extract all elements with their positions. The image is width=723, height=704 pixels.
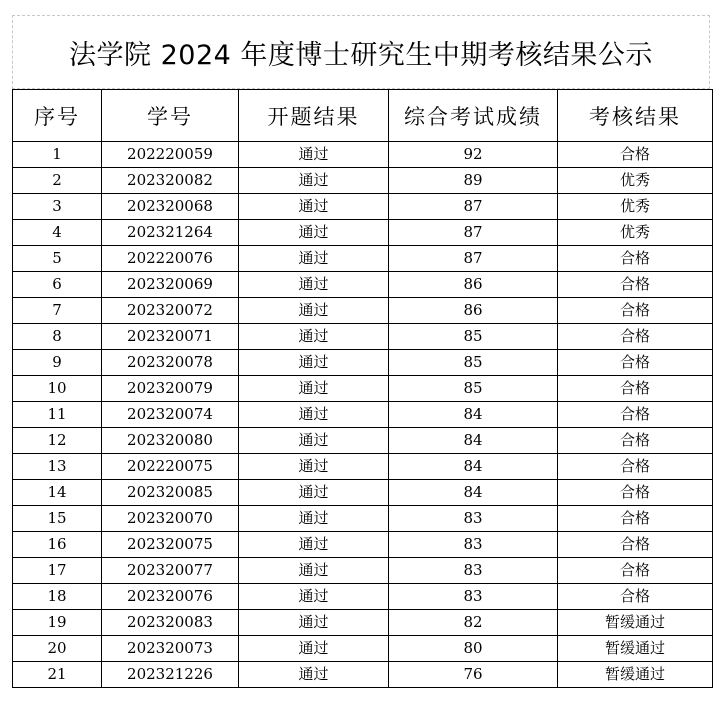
cell-student-id: 202320076 [102, 584, 239, 610]
cell-exam-score: 92 [389, 142, 558, 168]
cell-student-id: 202320071 [102, 324, 239, 350]
cell-proposal-result: 通过 [239, 324, 389, 350]
cell-exam-score: 83 [389, 532, 558, 558]
cell-serial-number: 20 [13, 636, 102, 662]
cell-student-id: 202320074 [102, 402, 239, 428]
cell-proposal-result: 通过 [239, 558, 389, 584]
table-row [13, 402, 713, 428]
cell-student-id: 202320085 [102, 480, 239, 506]
cell-exam-score: 83 [389, 584, 558, 610]
cell-exam-score: 83 [389, 506, 558, 532]
cell-exam-score: 87 [389, 246, 558, 272]
cell-assessment-result: 合格 [558, 324, 713, 350]
cell-proposal-result: 通过 [239, 272, 389, 298]
cell-assessment-result: 合格 [558, 402, 713, 428]
cell-assessment-result: 合格 [558, 246, 713, 272]
cell-proposal-result: 通过 [239, 636, 389, 662]
cell-assessment-result: 优秀 [558, 168, 713, 194]
cell-student-id: 202320082 [102, 168, 239, 194]
cell-proposal-result: 通过 [239, 532, 389, 558]
cell-proposal-result: 通过 [239, 402, 389, 428]
cell-proposal-result: 通过 [239, 194, 389, 220]
cell-student-id: 202320073 [102, 636, 239, 662]
cell-proposal-result: 通过 [239, 142, 389, 168]
cell-student-id: 202320080 [102, 428, 239, 454]
cell-proposal-result: 通过 [239, 454, 389, 480]
cell-serial-number: 4 [13, 220, 102, 246]
cell-student-id: 202220075 [102, 454, 239, 480]
cell-proposal-result: 通过 [239, 428, 389, 454]
table-row [13, 142, 713, 168]
header-assessment-result: 考核结果 [558, 90, 713, 142]
table-row [13, 376, 713, 402]
table-row [13, 324, 713, 350]
cell-proposal-result: 通过 [239, 480, 389, 506]
cell-assessment-result: 合格 [558, 428, 713, 454]
table-row [13, 610, 713, 636]
cell-student-id: 202320072 [102, 298, 239, 324]
cell-exam-score: 80 [389, 636, 558, 662]
table-row [13, 350, 713, 376]
cell-assessment-result: 合格 [558, 558, 713, 584]
cell-student-id: 202320083 [102, 610, 239, 636]
table-row [13, 662, 713, 688]
cell-proposal-result: 通过 [239, 584, 389, 610]
cell-assessment-result: 合格 [558, 532, 713, 558]
cell-student-id: 202321264 [102, 220, 239, 246]
table-row [13, 636, 713, 662]
cell-proposal-result: 通过 [239, 662, 389, 688]
table-row [13, 454, 713, 480]
cell-serial-number: 7 [13, 298, 102, 324]
title-box [12, 15, 710, 89]
cell-serial-number: 14 [13, 480, 102, 506]
table-row [13, 480, 713, 506]
cell-proposal-result: 通过 [239, 168, 389, 194]
cell-serial-number: 18 [13, 584, 102, 610]
cell-student-id: 202320078 [102, 350, 239, 376]
cell-serial-number: 16 [13, 532, 102, 558]
header-proposal-result: 开题结果 [239, 90, 389, 142]
cell-serial-number: 2 [13, 168, 102, 194]
cell-exam-score: 85 [389, 324, 558, 350]
cell-proposal-result: 通过 [239, 610, 389, 636]
cell-serial-number: 15 [13, 506, 102, 532]
page-title: 法学院 2024 年度博士研究生中期考核结果公示 [69, 39, 653, 71]
cell-serial-number: 21 [13, 662, 102, 688]
header-row [13, 90, 713, 142]
cell-exam-score: 86 [389, 272, 558, 298]
cell-proposal-result: 通过 [239, 220, 389, 246]
cell-exam-score: 87 [389, 194, 558, 220]
table-body [13, 142, 713, 688]
cell-exam-score: 87 [389, 220, 558, 246]
cell-student-id: 202220059 [102, 142, 239, 168]
header-exam-score: 综合考试成绩 [389, 90, 558, 142]
cell-serial-number: 17 [13, 558, 102, 584]
cell-student-id: 202320075 [102, 532, 239, 558]
cell-student-id: 202320068 [102, 194, 239, 220]
cell-serial-number: 9 [13, 350, 102, 376]
table-row [13, 194, 713, 220]
cell-serial-number: 10 [13, 376, 102, 402]
cell-exam-score: 85 [389, 376, 558, 402]
cell-exam-score: 82 [389, 610, 558, 636]
cell-serial-number: 11 [13, 402, 102, 428]
cell-student-id: 202320070 [102, 506, 239, 532]
header-serial-number: 序号 [13, 90, 102, 142]
cell-proposal-result: 通过 [239, 506, 389, 532]
table-row [13, 532, 713, 558]
table-row [13, 246, 713, 272]
table-row [13, 168, 713, 194]
cell-exam-score: 84 [389, 480, 558, 506]
cell-student-id: 202320079 [102, 376, 239, 402]
header-student-id: 学号 [102, 90, 239, 142]
cell-proposal-result: 通过 [239, 350, 389, 376]
cell-assessment-result: 合格 [558, 350, 713, 376]
table-row [13, 506, 713, 532]
cell-student-id: 202220076 [102, 246, 239, 272]
table-row [13, 428, 713, 454]
cell-assessment-result: 合格 [558, 142, 713, 168]
cell-student-id: 202320069 [102, 272, 239, 298]
cell-exam-score: 89 [389, 168, 558, 194]
cell-exam-score: 84 [389, 428, 558, 454]
cell-proposal-result: 通过 [239, 376, 389, 402]
table-row [13, 272, 713, 298]
cell-exam-score: 84 [389, 402, 558, 428]
cell-serial-number: 12 [13, 428, 102, 454]
table-row [13, 298, 713, 324]
table-row [13, 558, 713, 584]
cell-serial-number: 13 [13, 454, 102, 480]
cell-exam-score: 85 [389, 350, 558, 376]
cell-serial-number: 5 [13, 246, 102, 272]
cell-assessment-result: 合格 [558, 454, 713, 480]
cell-proposal-result: 通过 [239, 246, 389, 272]
cell-assessment-result: 优秀 [558, 194, 713, 220]
table-row [13, 584, 713, 610]
cell-student-id: 202320077 [102, 558, 239, 584]
cell-assessment-result: 暂缓通过 [558, 662, 713, 688]
cell-exam-score: 86 [389, 298, 558, 324]
cell-serial-number: 8 [13, 324, 102, 350]
cell-assessment-result: 暂缓通过 [558, 610, 713, 636]
cell-assessment-result: 合格 [558, 272, 713, 298]
cell-assessment-result: 合格 [558, 376, 713, 402]
cell-exam-score: 76 [389, 662, 558, 688]
results-table [12, 89, 713, 688]
cell-assessment-result: 合格 [558, 584, 713, 610]
cell-assessment-result: 暂缓通过 [558, 636, 713, 662]
cell-serial-number: 6 [13, 272, 102, 298]
cell-exam-score: 84 [389, 454, 558, 480]
cell-serial-number: 1 [13, 142, 102, 168]
cell-proposal-result: 通过 [239, 298, 389, 324]
cell-exam-score: 83 [389, 558, 558, 584]
table-row [13, 220, 713, 246]
cell-student-id: 202321226 [102, 662, 239, 688]
cell-assessment-result: 合格 [558, 480, 713, 506]
cell-serial-number: 3 [13, 194, 102, 220]
cell-assessment-result: 合格 [558, 298, 713, 324]
cell-serial-number: 19 [13, 610, 102, 636]
cell-assessment-result: 合格 [558, 506, 713, 532]
cell-assessment-result: 优秀 [558, 220, 713, 246]
